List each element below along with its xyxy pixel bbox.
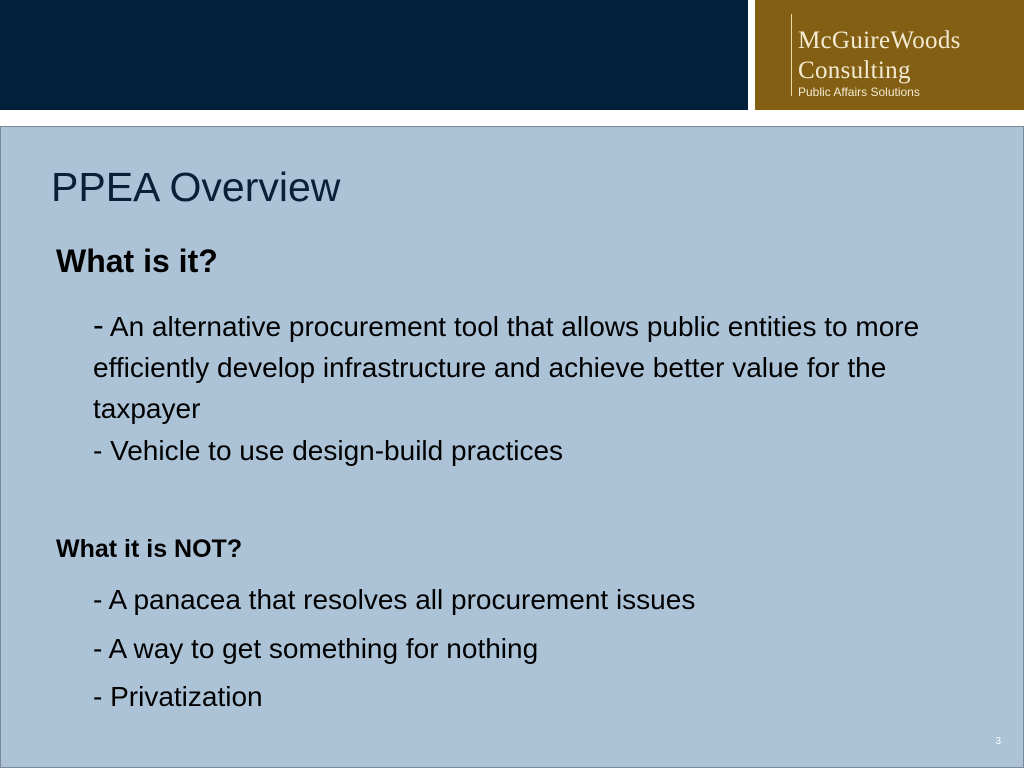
page-number: 3 [995,736,1001,747]
bullet-item: - Vehicle to use design-build practices [93,435,564,466]
paragraph-text: An alternative procurement tool that allows public entities to more efficiently develop infrastructure and achieve better value for the taxpayer [93,311,920,424]
definition-paragraph [93,305,993,429]
section-heading-what-it-is-not: What it is NOT? [56,535,243,563]
bullet-item: - Privatization [93,681,263,712]
section-heading-what-is-it: What is it? [56,243,218,279]
paragraph-dash: - [93,307,104,343]
logo-divider [791,14,792,96]
logo-tagline: Public Affairs Solutions [798,85,920,99]
slide-title: PPEA Overview [51,164,341,210]
bullet-item: - A way to get something for nothing [93,633,539,664]
header-bar [0,0,748,110]
slide-content [0,126,1024,768]
bullet-item: - A panacea that resolves all procurement issues [93,584,696,615]
company-logo [755,0,1024,110]
logo-name-line2: Consulting [798,57,911,84]
logo-name-line1: McGuireWoods [798,27,961,54]
